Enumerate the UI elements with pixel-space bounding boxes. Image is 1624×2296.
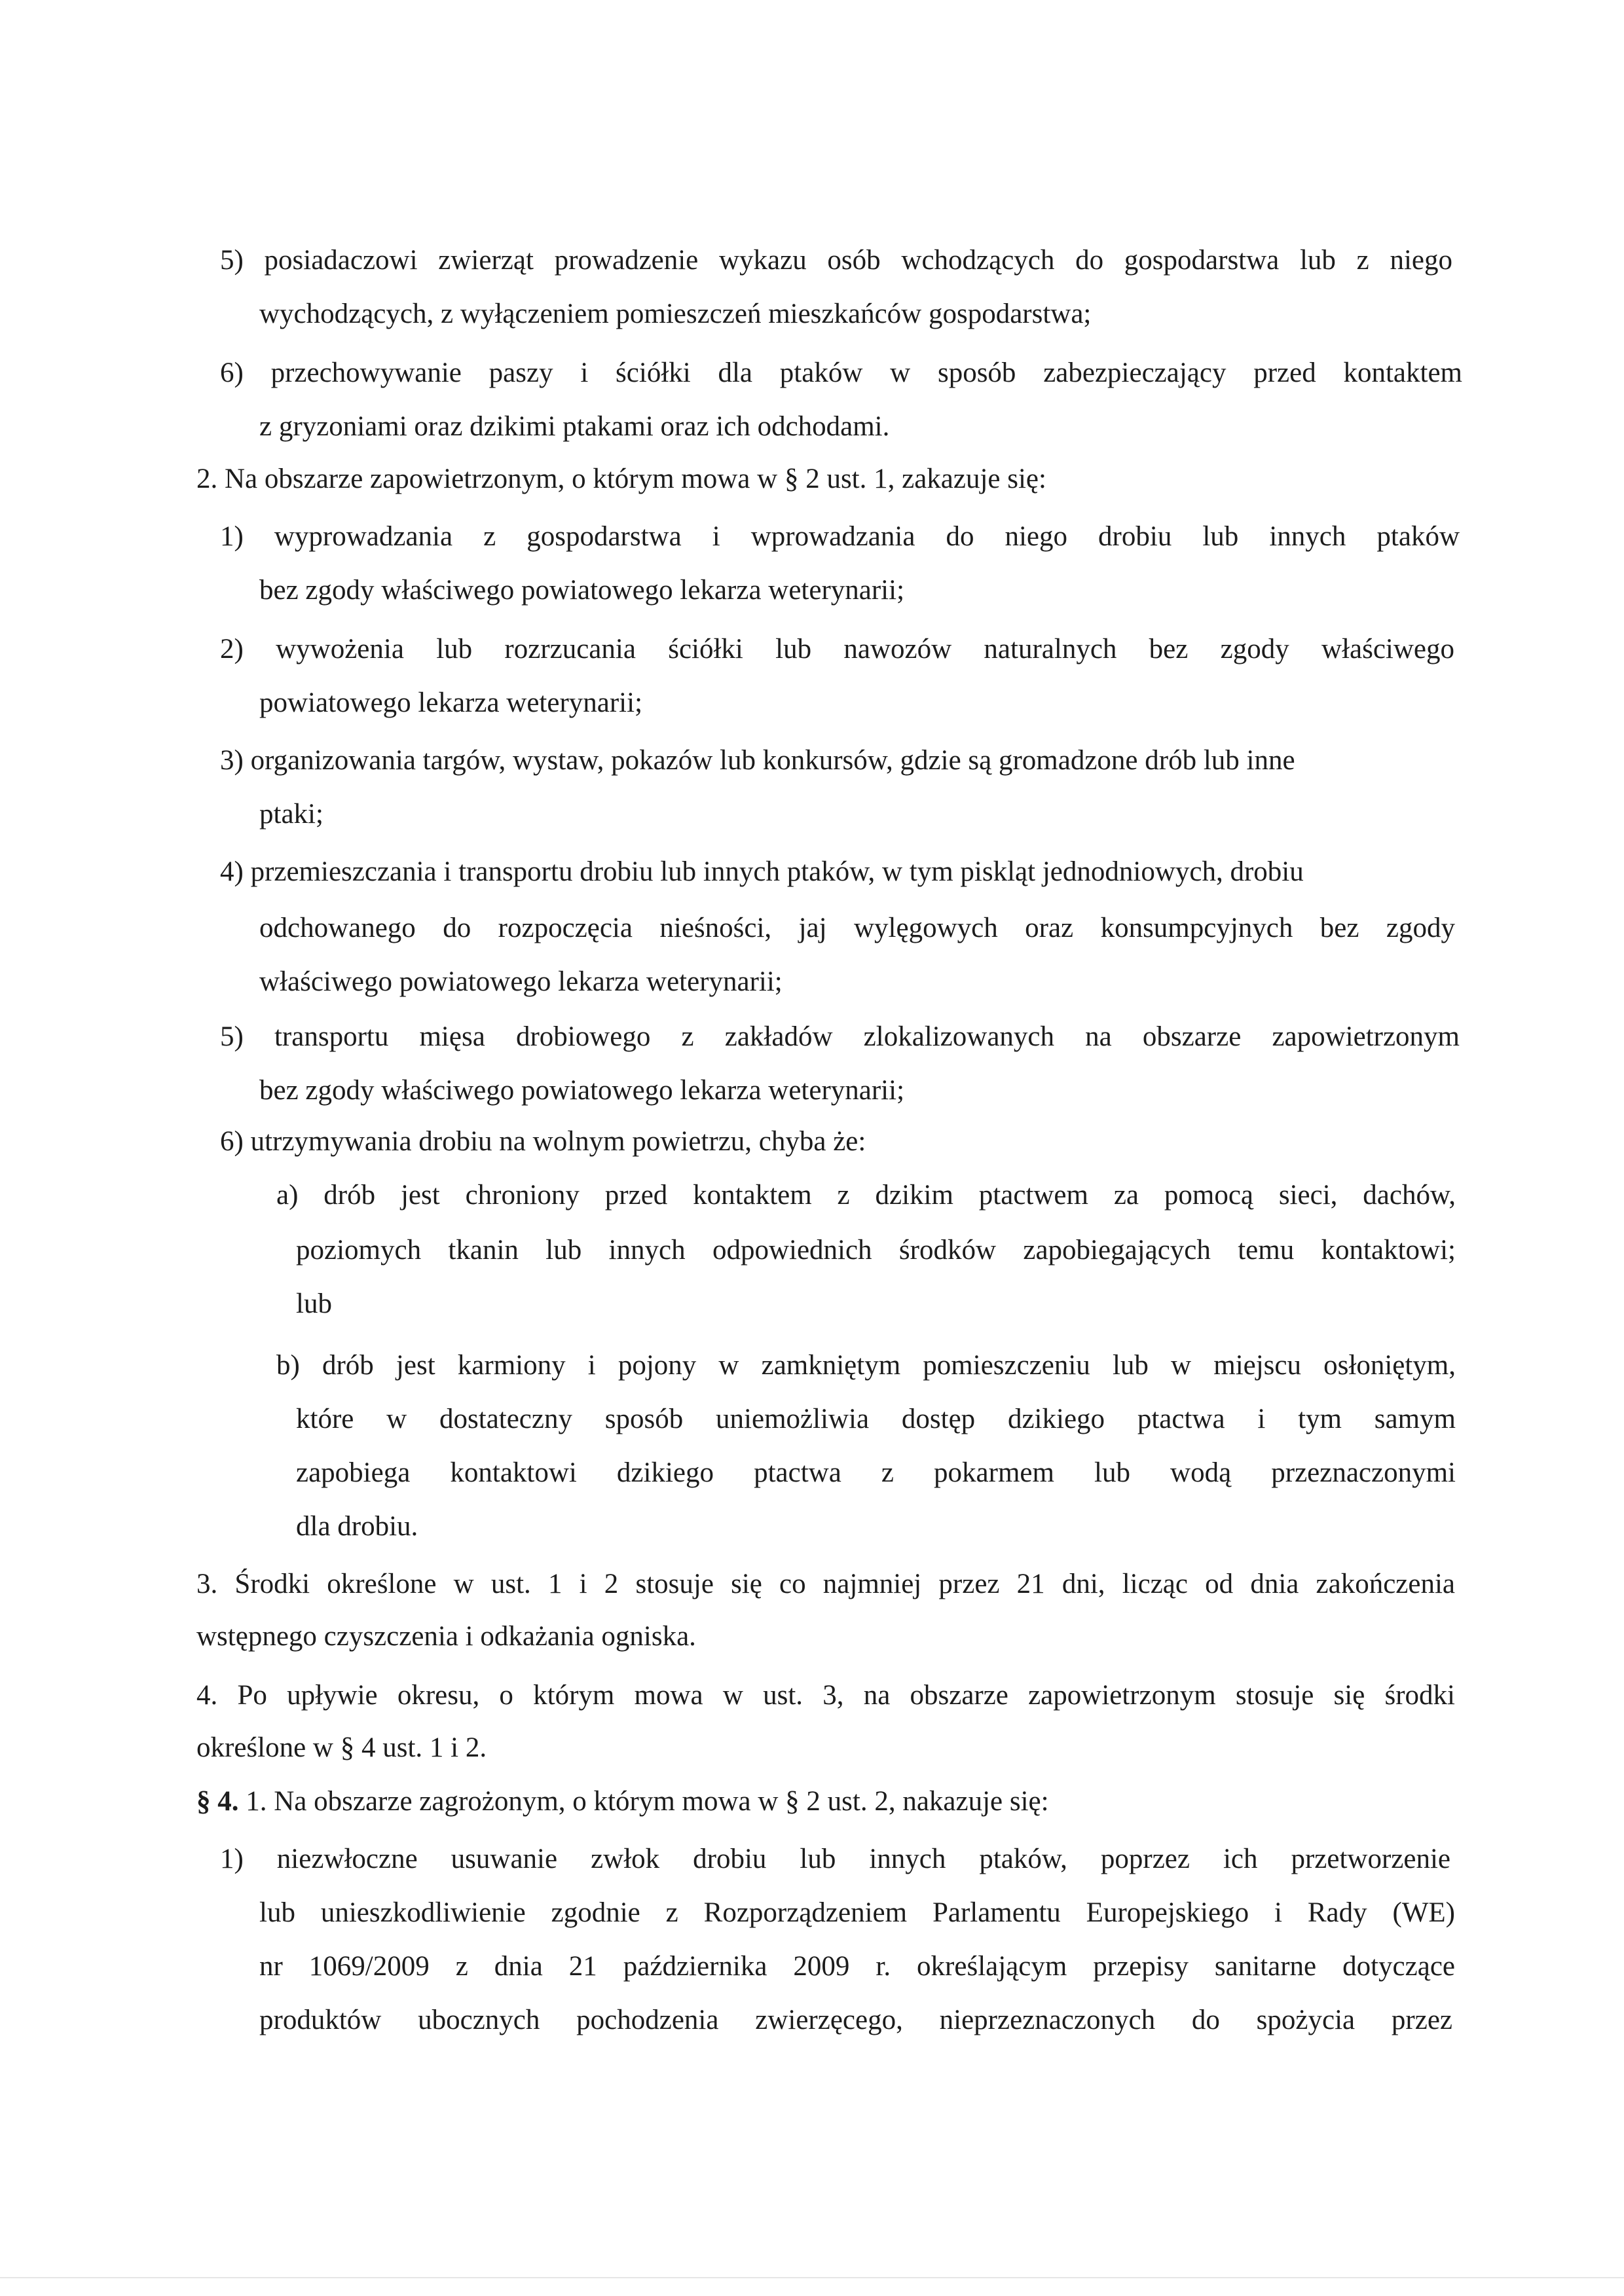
text-line: bez zgody właściwego powiatowego lekarza weterynarii; [259, 575, 905, 606]
text-line: b) drób jest karmiony i pojony w zamkniętym pomieszczeniu lub w miejscu osłoniętym, [276, 1350, 1456, 1381]
text-line: bez zgody właściwego powiatowego lekarza weterynarii; [259, 1075, 905, 1106]
text-line: z gryzoniami oraz dzikimi ptakami oraz ich odchodami. [259, 411, 890, 442]
text-line: wstępnego czyszczenia i odkażania ogniska. [196, 1621, 696, 1652]
text-line: 1) niezwłoczne usuwanie zwłok drobiu lub innych ptaków, poprzez ich przetworzenie [220, 1844, 1450, 1874]
text-line: 1. Na obszarze zagrożonym, o którym mowa w § 2 ust. 2, nakazuje się: [238, 1786, 1049, 1817]
text-line: 2) wywożenia lub rozrzucania ściółki lub nawozów naturalnych bez zgody właściwego [220, 634, 1454, 665]
text-line: 1) wyprowadzania z gospodarstwa i wprowadzania do niego drobiu lub innych ptaków [220, 521, 1460, 552]
text-line: nr 1069/2009 z dnia 21 października 2009 r. określającym przepisy sanitarne dotyczące [259, 1951, 1455, 1982]
section-heading-line [196, 1787, 1049, 1815]
text-line: ptaki; [259, 799, 323, 829]
text-line: poziomych tkanin lub innych odpowiednich środków zapobiegających temu kontaktowi; [296, 1235, 1456, 1266]
text-line: 4) przemieszczania i transportu drobiu lub innych ptaków, w tym piskląt jednodniowych, drobiu [220, 856, 1304, 887]
text-line: określone w § 4 ust. 1 i 2. [196, 1732, 487, 1763]
text-line: powiatowego lekarza weterynarii; [259, 687, 643, 718]
section-number: § 4. [196, 1786, 239, 1817]
text-line: właściwego powiatowego lekarza weterynarii; [259, 966, 783, 997]
text-line: dla drobiu. [296, 1511, 418, 1542]
text-line: 2. Na obszarze zapowietrzonym, o którym mowa w § 2 ust. 1, zakazuje się: [196, 464, 1046, 494]
text-line: 3. Środki określone w ust. 1 i 2 stosuje się co najmniej przez 21 dni, licząc od dnia zakończenia [196, 1569, 1455, 1599]
text-line: lub unieszkodliwienie zgodnie z Rozporządzeniem Parlamentu Europejskiego i Rady (WE) [259, 1897, 1455, 1928]
text-line: odchowanego do rozpoczęcia nieśności, jaj wylęgowych oraz konsumpcyjnych bez zgody [259, 913, 1455, 943]
scan-edge-divider [0, 2277, 1624, 2278]
text-line: 3) organizowania targów, wystaw, pokazów lub konkursów, gdzie są gromadzone drób lub inne [220, 745, 1295, 776]
text-line: 6) przechowywanie paszy i ściółki dla ptaków w sposób zabezpieczający przed kontaktem [220, 357, 1462, 388]
text-line: zapobiega kontaktowi dzikiego ptactwa z pokarmem lub wodą przeznaczonymi [296, 1457, 1456, 1488]
text-line: które w dostateczny sposób uniemożliwia dostęp dzikiego ptactwa i tym samym [296, 1404, 1456, 1434]
text-line: 5) posiadaczowi zwierząt prowadzenie wykazu osób wchodzących do gospodarstwa lub z niego [220, 245, 1452, 276]
text-line: a) drób jest chroniony przed kontaktem z dzikim ptactwem za pomocą sieci, dachów, [276, 1180, 1456, 1211]
text-line: 5) transportu mięsa drobiowego z zakładów zlokalizowanych na obszarze zapowietrzonym [220, 1021, 1460, 1052]
text-line: 6) utrzymywania drobiu na wolnym powietrzu, chyba że: [220, 1126, 866, 1157]
text-line: wychodzących, z wyłączeniem pomieszczeń mieszkańców gospodarstwa; [259, 299, 1092, 329]
text-line: produktów ubocznych pochodzenia zwierzęcego, nieprzeznaczonych do spożycia przez [259, 2005, 1452, 2035]
text-line: 4. Po upływie okresu, o którym mowa w ust. 3, na obszarze zapowietrzonym stosuje się środki [196, 1680, 1455, 1711]
text-line: lub [296, 1288, 332, 1319]
